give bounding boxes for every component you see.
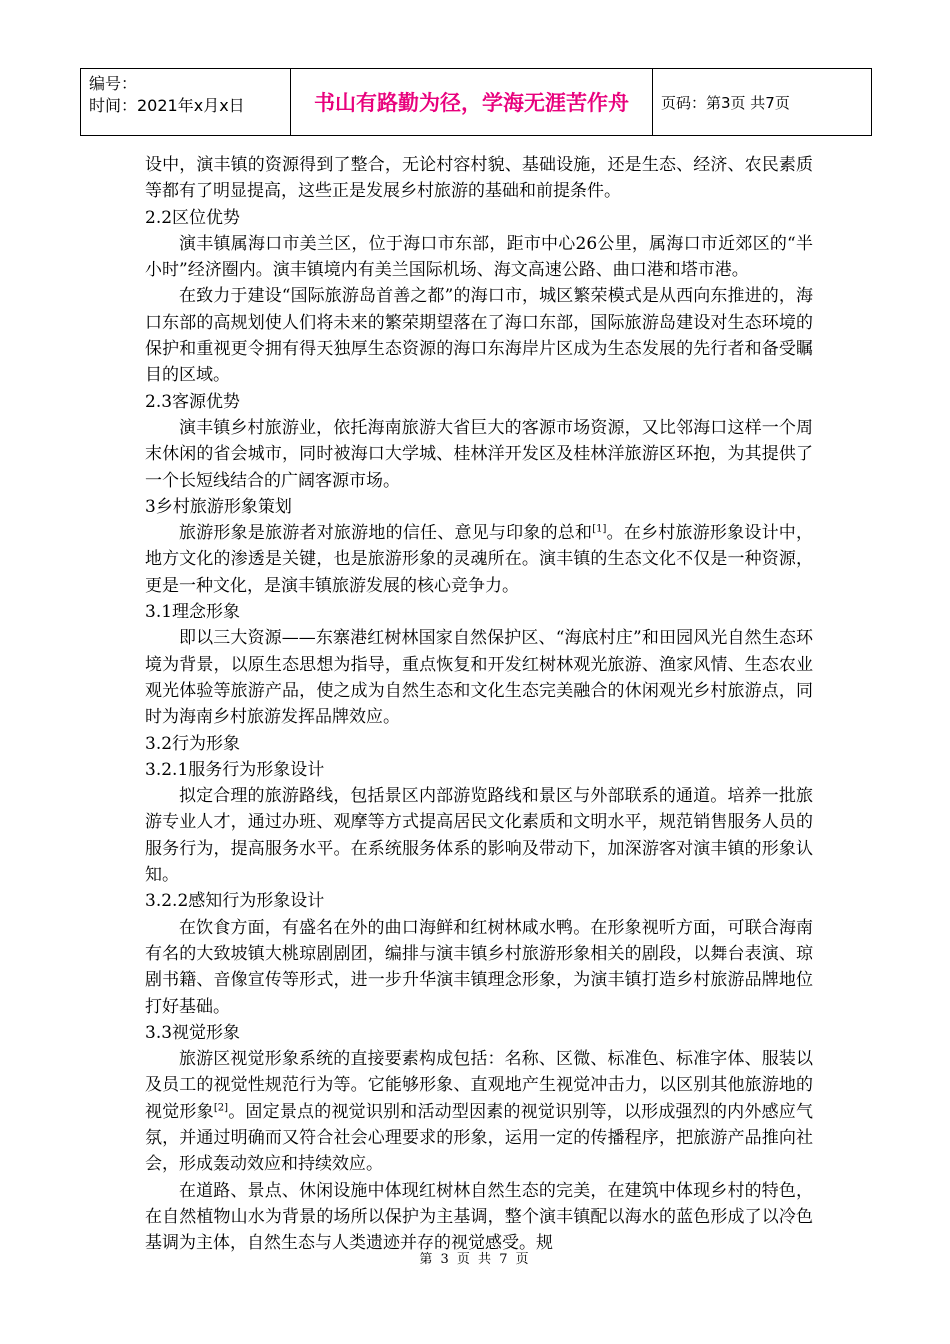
document-number: 编号：: [89, 74, 138, 93]
paragraph-text: 。在乡村旅游形象设计中，地方文化的渗透是关键，也是旅游形象的灵魂所在。演丰镇的生态文化不仅是一种资源，更是一种文化，是演丰镇旅游发展的核心竞争力。: [145, 523, 813, 596]
document-body: [145, 152, 813, 1256]
paragraph: 在饮食方面，有盛名在外的曲口海鲜和红树林咸水鸭。在形象视听方面，可联合海南有名的大致坡镇大桃琼剧剧团，编排与演丰镇乡村旅游形象相关的剧段，以舞台表演、琼剧书籍、音像宣传等形式，进一步升华演丰镇理念形象，为演丰镇打造乡村旅游品牌地位打好基础。: [145, 917, 813, 1017]
section-heading: 3.2行为形象: [145, 733, 241, 754]
header-page-number: 页码：第3页 共7页: [661, 93, 790, 112]
paragraph-text: 。固定景点的视觉识别和活动型因素的视觉识别等，以形成强烈的内外感应气氛，并通过明确而又符合社会心理要求的形象，运用一定的传播程序，把旅游产品推向社会，形成轰动效应和持续效应。: [145, 1101, 814, 1175]
paragraph: 即以三大资源——东寨港红树林国家自然保护区、“海底村庄”和田园风光自然生态环境为背景，以原生态思想为指导，重点恢复和开发红树林观光旅游、渔家风情、生态农业观光体验等旅游产品，使之成为自然生态和文化生态完美融合的休闲观光乡村旅游点，同时为海南乡村旅游发挥品牌效应。: [145, 628, 813, 728]
citation-ref: [2]: [213, 1102, 228, 1114]
paragraph: 演丰镇乡村旅游业，依托海南旅游大省巨大的客源市场资源，又比邻海口这样一个周末休闲的省会城市，同时被海口大学城、桂林洋开发区及桂林洋旅游区环抱，为其提供了一个长短线结合的广阔客源市场。: [145, 417, 813, 491]
paragraph: 在致力于建设“国际旅游岛首善之都”的海口市，城区繁荣模式是从西向东推进的，海口东部的高规划使人们将未来的繁荣期望落在了海口东部，国际旅游岛建设对生态环境的保护和重视更令拥有得天独厚生态资源的海口东海岸片区成为生态发展的先行者和备受瞩目的区域。: [145, 286, 813, 386]
document-date: 时间：2021年x月x日: [89, 96, 245, 115]
paragraph-text: 旅游区视觉形象系统的直接要素构成包括：名称、区微、标准色、标准字体、服装以及员工的视觉性规范行为等。它能够形象、直观地产生视觉冲击力，以区别其他旅游地的视觉形象: [145, 1049, 813, 1122]
subsection-heading: 3.2.1服务行为形象设计: [145, 759, 325, 780]
section-heading: 2.2区位优势: [145, 207, 241, 228]
paragraph: [145, 520, 813, 599]
page-header: [80, 68, 872, 136]
subsection-heading: 3.2.2感知行为形象设计: [145, 891, 325, 912]
citation-ref: [1]: [592, 523, 607, 535]
paragraph-text: 旅游形象是旅游者对旅游地的信任、意见与印象的总和: [179, 523, 593, 544]
header-motto: 书山有路勤为径，学海无涯苦作舟: [291, 69, 653, 135]
section-heading: 3乡村旅游形象策划: [145, 496, 292, 517]
header-meta: [81, 69, 291, 135]
paragraph: 设中，演丰镇的资源得到了整合，无论村容村貌、基础设施，还是生态、经济、农民素质等都有了明显提高，这些正是发展乡村旅游的基础和前提条件。: [145, 155, 813, 202]
section-heading: 3.3视觉形象: [145, 1022, 241, 1043]
page-footer: 第 3 页 共 7 页: [419, 1252, 531, 1267]
paragraph: 拟定合理的旅游路线，包括景区内部游览路线和景区与外部联系的通道。培养一批旅游专业人才，通过办班、观摩等方式提高居民文化素质和文明水平，规范销售服务人员的服务行为，提高服务水平。在系统服务体系的影响及带动下，加深游客对演丰镇的形象认知。: [145, 786, 813, 886]
section-heading: 2.3客源优势: [145, 391, 241, 412]
paragraph: 在道路、景点、休闲设施中体现红树林自然生态的完美，在建筑中体现乡村的特色，在自然植物山水为背景的场所以保护为主基调，整个演丰镇配以海水的蓝色形成了以冷色基调为主体，自然生态与人类遗迹并存的视觉感受。规: [145, 1180, 813, 1254]
paragraph: 演丰镇属海口市美兰区，位于海口市东部，距市中心26公里，属海口市近郊区的“半小时”经济圈内。演丰镇境内有美兰国际机场、海文高速公路、曲口港和塔市港。: [145, 233, 813, 281]
section-heading: 3.1理念形象: [145, 602, 241, 623]
paragraph: [145, 1046, 813, 1177]
